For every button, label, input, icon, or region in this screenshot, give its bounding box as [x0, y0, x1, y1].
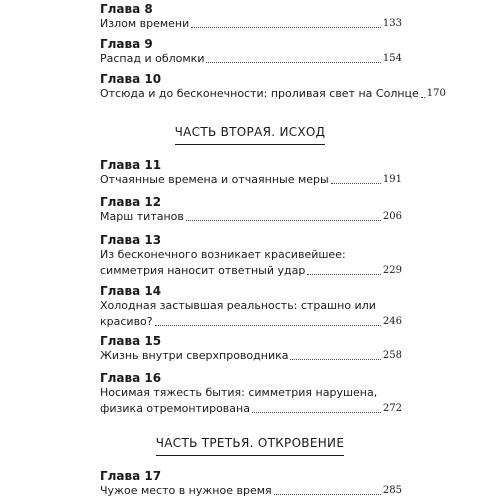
page-number: 154 [382, 53, 402, 64]
toc-entry-16[interactable] [100, 371, 402, 417]
page-number: 246 [382, 316, 402, 327]
chapter-heading: Глава 9 [100, 37, 153, 51]
toc-line [100, 86, 446, 102]
dot-leader [191, 27, 381, 28]
toc-entry-8[interactable] [100, 2, 402, 32]
toc-entry-9[interactable] [100, 37, 402, 67]
chapter-heading: Глава 13 [100, 233, 162, 247]
toc-line [100, 401, 402, 417]
chapter-title: Распад и обломки [100, 52, 205, 65]
part-heading [0, 436, 500, 456]
page-number: 170 [426, 88, 446, 99]
page-number: 285 [382, 485, 402, 496]
toc-line [100, 298, 402, 314]
toc-line [100, 483, 402, 499]
toc-line [100, 263, 402, 279]
chapter-heading: Глава 15 [100, 334, 162, 348]
chapter-heading: Глава 14 [100, 284, 162, 298]
chapter-heading: Глава 11 [100, 158, 162, 172]
toc-line [100, 247, 402, 263]
chapter-title: симметрия наносит ответный удар [100, 264, 306, 277]
dot-leader [155, 325, 381, 326]
page-number: 258 [382, 350, 402, 361]
chapter-title: Холодная застывшая реальность: страшно или [100, 299, 376, 312]
page-number: 272 [382, 403, 402, 414]
chapter-heading: Глава 10 [100, 72, 162, 86]
page-number: 191 [382, 174, 402, 185]
dot-leader [274, 494, 381, 495]
toc-entry-11[interactable] [100, 158, 402, 188]
toc-line [100, 348, 402, 364]
chapter-title: Из бесконечного возникает красивейшее: [100, 248, 346, 261]
toc-line [100, 172, 402, 188]
dot-leader [252, 412, 381, 413]
dot-leader [307, 274, 381, 275]
chapter-title: Отсюда и до бесконечности: проливая свет на Солнце [100, 87, 419, 100]
part-title: ЧАСТЬ ТРЕТЬЯ. ОТКРОВЕНИЕ [156, 436, 344, 456]
part-title: ЧАСТЬ ВТОРАЯ. ИСХОД [175, 125, 326, 145]
toc-entry-10[interactable] [100, 72, 446, 102]
toc-entry-14[interactable] [100, 284, 402, 330]
chapter-title: Чужое место в нужное время [100, 484, 272, 497]
chapter-title: Излом времени [100, 17, 190, 30]
chapter-title: красиво? [100, 315, 153, 328]
chapter-heading: Глава 16 [100, 371, 162, 385]
chapter-title: Носимая тяжесть бытия: симметрия нарушена, [100, 386, 378, 399]
dot-leader [331, 183, 381, 184]
chapter-title: Отчаянные времена и отчаянные меры [100, 173, 329, 186]
chapter-title: Жизнь внутри сверхпроводника [100, 349, 289, 362]
part-heading [0, 125, 500, 145]
chapter-heading: Глава 8 [100, 2, 153, 16]
toc-entry-12[interactable] [100, 195, 402, 225]
toc-line [100, 314, 402, 330]
dot-leader [290, 359, 380, 360]
dot-leader [186, 220, 381, 221]
chapter-title: физика отремонтирована [100, 402, 250, 415]
dot-leader [421, 97, 425, 98]
toc-line [100, 209, 402, 225]
page-number: 133 [382, 18, 402, 29]
page-number: 206 [382, 211, 402, 222]
page-number: 229 [382, 265, 402, 276]
chapter-title: Марш титанов [100, 210, 184, 223]
toc-entry-13[interactable] [100, 233, 402, 279]
chapter-heading: Глава 12 [100, 195, 162, 209]
chapter-heading: Глава 17 [100, 469, 162, 483]
toc-line [100, 16, 402, 32]
toc-entry-15[interactable] [100, 334, 402, 364]
toc-line [100, 51, 402, 67]
dot-leader [206, 62, 380, 63]
toc-entry-17[interactable] [100, 469, 402, 499]
toc-line [100, 385, 402, 401]
